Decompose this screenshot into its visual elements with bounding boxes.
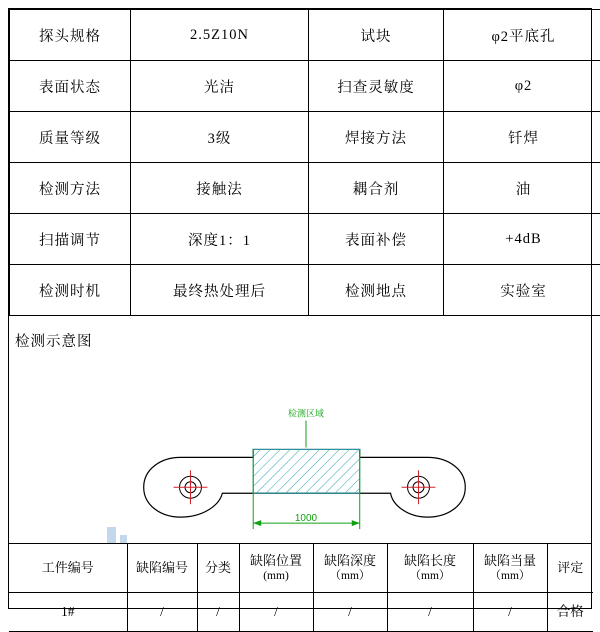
column-header-line2: （mm） <box>389 569 472 583</box>
inspection-zone <box>253 449 360 493</box>
param-value: φ2 <box>444 61 600 112</box>
cell-result: 合格 <box>547 593 593 632</box>
param-label: 焊接方法 <box>309 112 444 163</box>
cell-depth: / <box>313 593 387 632</box>
param-value: 钎焊 <box>444 112 600 163</box>
cell-defect-id: / <box>127 593 197 632</box>
table-row <box>10 61 600 112</box>
param-value: 实验室 <box>444 265 600 316</box>
param-label: 扫描调节 <box>10 214 131 265</box>
table-row <box>10 10 600 61</box>
zone-annotation-text: 检测区域 <box>288 408 324 419</box>
dimension-text: 1000 <box>295 513 318 524</box>
parameters-table <box>9 9 600 316</box>
param-label: 试块 <box>309 10 444 61</box>
cell-position: / <box>239 593 313 632</box>
column-header-line1: 缺陷位置 <box>241 553 312 569</box>
table-row <box>10 265 600 316</box>
specimen-drawing <box>9 316 591 543</box>
param-label: 检测地点 <box>309 265 444 316</box>
defects-table <box>9 544 593 632</box>
param-label: 扫查灵敏度 <box>309 61 444 112</box>
param-label: 检测时机 <box>10 265 131 316</box>
param-value: 深度1：1 <box>131 214 309 265</box>
param-value: 油 <box>444 163 600 214</box>
param-label: 检测方法 <box>10 163 131 214</box>
column-header-line1: 分类 <box>205 560 231 575</box>
param-value: φ2平底孔 <box>444 10 600 61</box>
param-label: 表面状态 <box>10 61 131 112</box>
param-value: 3级 <box>131 112 309 163</box>
left-hole <box>174 470 208 504</box>
cell-class: / <box>197 593 239 632</box>
column-header <box>313 544 387 593</box>
cell-length: / <box>387 593 473 632</box>
param-label: 耦合剂 <box>309 163 444 214</box>
table-row <box>9 593 593 632</box>
column-header <box>239 544 313 593</box>
column-header-line1: 缺陷深度 <box>315 553 386 569</box>
column-header-line2: （mm） <box>315 569 386 583</box>
table-header-row <box>9 544 593 593</box>
param-label: 表面补偿 <box>309 214 444 265</box>
column-header <box>9 544 127 593</box>
param-value: 2.5Z10N <box>131 10 309 61</box>
cell-equivalent: / <box>473 593 547 632</box>
column-header-line1: 缺陷编号 <box>136 560 188 575</box>
param-value: 最终热处理后 <box>131 265 309 316</box>
column-header-line2: （mm） <box>475 569 546 583</box>
column-header-line1: 缺陷长度 <box>389 553 472 569</box>
param-label: 质量等级 <box>10 112 131 163</box>
column-header-line1: 工件编号 <box>42 560 94 575</box>
inspection-report-sheet <box>8 8 592 609</box>
param-label: 探头规格 <box>10 10 131 61</box>
table-row <box>10 163 600 214</box>
column-header <box>387 544 473 593</box>
column-header <box>127 544 197 593</box>
column-header-line1: 缺陷当量 <box>475 553 546 569</box>
column-header <box>473 544 547 593</box>
diagram-cell <box>9 316 591 544</box>
diagram-label: 检测示意图 <box>15 330 93 351</box>
param-value: +4dB <box>444 214 600 265</box>
column-header-line1: 评定 <box>557 560 583 575</box>
param-value: 接触法 <box>131 163 309 214</box>
column-header <box>547 544 593 593</box>
param-value: 光洁 <box>131 61 309 112</box>
table-row <box>10 214 600 265</box>
cell-workpiece-id: 1# <box>9 593 127 632</box>
right-hole <box>402 470 436 504</box>
column-header-line2: (mm) <box>241 569 312 583</box>
column-header <box>197 544 239 593</box>
table-row <box>10 112 600 163</box>
